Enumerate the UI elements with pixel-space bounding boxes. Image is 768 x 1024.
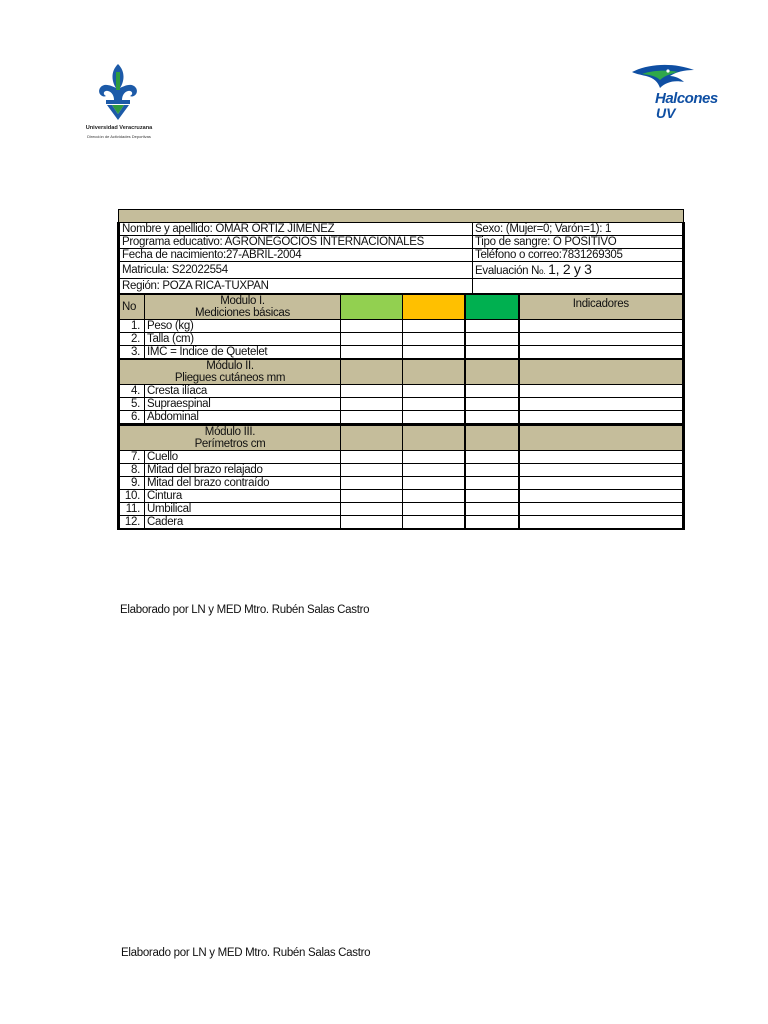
indicador-cell	[519, 346, 684, 360]
module-2-header	[119, 359, 684, 385]
value-cell-3	[465, 346, 519, 360]
indicadores-header: Indicadores	[519, 294, 684, 320]
value-cell-2	[403, 516, 465, 530]
region-cell: Región: POZA RICA-TUXPAN	[119, 279, 473, 295]
evaluation-form-table	[117, 209, 685, 530]
indicador-cell	[519, 516, 684, 530]
row-number: 5.	[119, 398, 145, 411]
table-row	[119, 385, 684, 398]
value-cell-3	[465, 451, 519, 464]
table-row	[119, 320, 684, 333]
uv-subtitle: Dirección de Actividades Deportivas	[87, 134, 151, 139]
value-cell-3	[465, 477, 519, 490]
title-band-cell	[119, 210, 684, 223]
value-cell-1	[341, 451, 403, 464]
module-1-header	[119, 294, 684, 320]
module-1-rows	[119, 320, 684, 360]
table-row	[119, 477, 684, 490]
row-number: 4.	[119, 385, 145, 398]
row-number: 12.	[119, 516, 145, 530]
row-number: 1.	[119, 320, 145, 333]
module-2-title-line1: Módulo II.	[206, 360, 254, 372]
row-number: 7.	[119, 451, 145, 464]
module-3-indicadores	[519, 425, 684, 451]
value-cell-2	[403, 385, 465, 398]
module-2-title	[119, 359, 341, 385]
table-row	[119, 333, 684, 346]
row-number: 3.	[119, 346, 145, 360]
value-cell-3	[465, 398, 519, 411]
fecha-cell: Fecha de nacimiento:27-ABRIL-2004	[119, 249, 473, 262]
region-empty-cell	[473, 279, 684, 295]
programa-cell: Programa educativo: AGRONEGOCIOS INTERNACIONALES	[119, 236, 473, 249]
module-3-title-line1: Módulo III.	[204, 426, 256, 438]
info-row-programa	[119, 236, 684, 249]
module-3-col3	[465, 425, 519, 451]
indicador-cell	[519, 503, 684, 516]
color-col-lightgreen	[341, 294, 403, 320]
row-label: Abdominal	[145, 411, 341, 425]
row-label: Mitad del brazo relajado	[145, 464, 341, 477]
evaluacion-sub: o.	[539, 266, 546, 276]
value-cell-2	[403, 346, 465, 360]
table-row	[119, 346, 684, 360]
table-row	[119, 516, 684, 530]
halcones-logo	[628, 62, 728, 124]
table-row	[119, 398, 684, 411]
table-row	[119, 490, 684, 503]
fleur-de-lis-icon	[92, 62, 144, 122]
sexo-cell: Sexo: (Mujer=0; Varón=1): 1	[473, 223, 684, 236]
evaluacion-value: 1, 2 y 3	[548, 261, 592, 277]
no-header: No	[119, 294, 145, 320]
halcones-name: Halcones	[655, 90, 718, 107]
row-label: Talla (cm)	[145, 333, 341, 346]
module-1-title-line2: Mediciones básicas	[195, 307, 290, 319]
indicador-cell	[519, 464, 684, 477]
nombre-cell: Nombre y apellido: OMAR ORTIZ JIMENEZ	[119, 223, 473, 236]
table-row	[119, 503, 684, 516]
module-2-title-line2: Pliegues cutáneos mm	[174, 372, 286, 384]
evaluacion-label: Evaluación N	[475, 264, 540, 277]
row-number: 2.	[119, 333, 145, 346]
indicador-cell	[519, 411, 684, 425]
value-cell-2	[403, 398, 465, 411]
module-3-title	[119, 425, 341, 451]
table-row	[119, 451, 684, 464]
uv-logo	[74, 62, 166, 146]
indicador-cell	[519, 490, 684, 503]
info-row-nombre	[119, 223, 684, 236]
value-cell-2	[403, 464, 465, 477]
row-number: 8.	[119, 464, 145, 477]
row-label: Mitad del brazo contraído	[145, 477, 341, 490]
value-cell-2	[403, 320, 465, 333]
value-cell-1	[341, 503, 403, 516]
value-cell-1	[341, 516, 403, 530]
module-3-rows	[119, 451, 684, 530]
footer-credit: Elaborado por LN y MED Mtro. Rubén Salas Castro	[120, 604, 370, 616]
value-cell-1	[341, 333, 403, 346]
form-title-band	[119, 210, 684, 223]
value-cell-1	[341, 411, 403, 425]
halcones-uv: UV	[656, 105, 676, 121]
indicador-cell	[519, 320, 684, 333]
row-label: Peso (kg)	[145, 320, 341, 333]
value-cell-1	[341, 385, 403, 398]
value-cell-3	[465, 464, 519, 477]
value-cell-3	[465, 320, 519, 333]
module-3-title-line2: Perímetros cm	[194, 438, 266, 450]
value-cell-3	[465, 490, 519, 503]
value-cell-3	[465, 503, 519, 516]
module-2-col2	[403, 359, 465, 385]
module-2-col3	[465, 359, 519, 385]
color-col-orange	[403, 294, 465, 320]
indicador-cell	[519, 451, 684, 464]
uv-name: Universidad Veracruzana	[85, 125, 153, 131]
footer-credit-bottom: Elaborado por LN y MED Mtro. Rubén Salas Castro	[121, 947, 371, 959]
telefono-cell: Teléfono o correo:7831269305	[473, 249, 684, 262]
module-1-title	[145, 294, 341, 320]
module-1-title-line1: Modulo I.	[220, 295, 265, 307]
value-cell-2	[403, 503, 465, 516]
value-cell-2	[403, 451, 465, 464]
row-number: 6.	[119, 411, 145, 425]
indicador-cell	[519, 385, 684, 398]
matricula-cell: Matricula: S22022554	[119, 262, 473, 279]
module-3-col1	[341, 425, 403, 451]
module-2-indicadores	[519, 359, 684, 385]
row-label: IMC = Indice de Quetelet	[145, 346, 341, 360]
row-number: 10.	[119, 490, 145, 503]
module-3-header	[119, 425, 684, 451]
value-cell-3	[465, 411, 519, 425]
value-cell-1	[341, 320, 403, 333]
indicador-cell	[519, 477, 684, 490]
table-row	[119, 464, 684, 477]
value-cell-3	[465, 333, 519, 346]
row-label: Cadera	[145, 516, 341, 530]
info-row-region	[119, 279, 684, 295]
module-2-rows	[119, 385, 684, 425]
row-label: Cuello	[145, 451, 341, 464]
row-label: Cintura	[145, 490, 341, 503]
value-cell-3	[465, 516, 519, 530]
value-cell-1	[341, 346, 403, 360]
table-row	[119, 411, 684, 425]
value-cell-1	[341, 398, 403, 411]
value-cell-1	[341, 490, 403, 503]
value-cell-3	[465, 385, 519, 398]
module-2-col1	[341, 359, 403, 385]
value-cell-1	[341, 464, 403, 477]
value-cell-1	[341, 477, 403, 490]
value-cell-2	[403, 411, 465, 425]
indicador-cell	[519, 333, 684, 346]
evaluacion-cell	[473, 262, 684, 279]
row-label: Cresta ilíaca	[145, 385, 341, 398]
row-number: 9.	[119, 477, 145, 490]
row-number: 11.	[119, 503, 145, 516]
indicador-cell	[519, 398, 684, 411]
info-row-matricula	[119, 262, 684, 279]
info-row-fecha	[119, 249, 684, 262]
row-label: Supraespinal	[145, 398, 341, 411]
module-3-col2	[403, 425, 465, 451]
row-label: Umbilical	[145, 503, 341, 516]
sangre-cell: Tipo de sangre: O POSITIVO	[473, 236, 684, 249]
value-cell-2	[403, 490, 465, 503]
value-cell-2	[403, 333, 465, 346]
color-col-green	[465, 294, 519, 320]
value-cell-2	[403, 477, 465, 490]
